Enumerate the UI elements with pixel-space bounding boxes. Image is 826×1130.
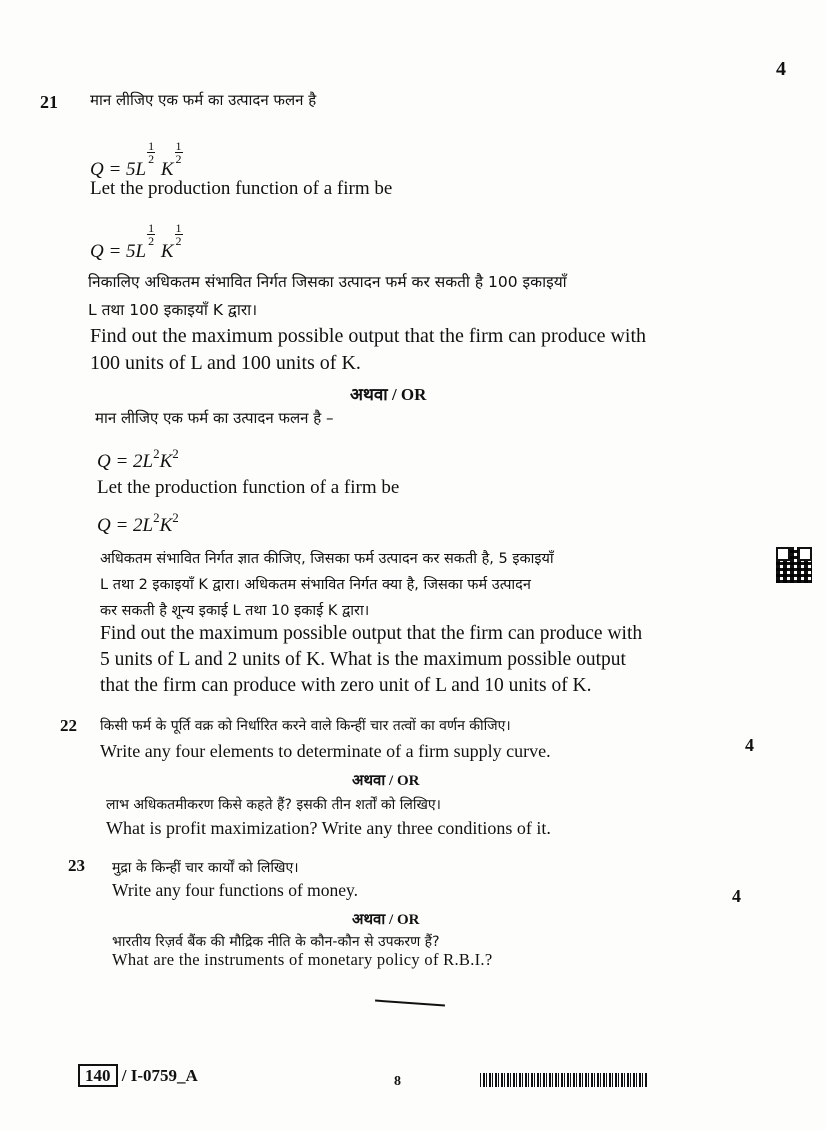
q21-hindi-task-line1: निकालिए अधिकतम संभावित निर्गत जिसका उत्पादन फर्म कर सकती है 100 इकाइयाँ [88,273,567,291]
q21-formula-2 [90,222,184,263]
frac-num: 1 [175,221,182,235]
alt-exp: 2 [153,446,160,461]
q21-alt-english-line3: that the firm can produce with zero unit of L and 10 units of K. [100,675,592,696]
q22-or-separator: अथवा / OR [352,773,420,789]
q21-alt-hindi-line1: अधिकतम संभावित निर्गत ज्ञात कीजिए, जिसका फर्म उत्पादन कर सकती है, 5 इकाइयाँ [100,551,554,567]
formula-k: K [160,241,174,262]
page-number: 8 [394,1074,401,1089]
question-22-number: 22 [60,716,77,735]
q22-hindi: किसी फर्म के पूर्ति वक्र को निर्धारित करने वाले किन्हीं चार तत्वों का वर्णन कीजिए। [100,718,511,734]
q21-alt-formula-1 [97,446,179,473]
q23-alt-hindi: भारतीय रिज़र्व बैंक की मौद्रिक नीति के कौन-कौन से उपकरण हैं? [112,934,440,950]
frac-den: 2 [175,152,182,166]
q21-alt-hindi-intro: मान लीजिए एक फर्म का उत्पादन फलन है – [95,409,334,427]
formula-lhs: Q = 5L [90,159,147,180]
q21-hindi-task-line2: L तथा 100 इकाइयाँ K द्वारा। [88,301,258,319]
q21-english-task-line1: Find out the maximum possible output that the firm can produce with [90,325,647,347]
q23-marks: 4 [732,886,741,906]
footer-code [78,1066,198,1086]
corner-page-number: 4 [776,58,786,80]
q21-alt-formula-2 [97,510,179,537]
end-of-questions-rule [375,1000,445,1007]
question-23-number: 23 [68,856,85,875]
q21-alt-hindi-line3: कर सकती है शून्य इकाई L तथा 10 इकाई K द्वारा। [100,603,370,619]
alt-exp: 2 [153,510,160,525]
q21-or-separator: अथवा / OR [350,385,427,404]
q21-alt-english-line2: 5 units of L and 2 units of K. What is the maximum possible output [100,649,626,670]
qr-code-icon [776,547,812,583]
exponent-half [175,222,183,247]
q23-alt-english: What are the instruments of monetary policy of R.B.I.? [112,950,493,969]
q23-hindi: मुद्रा के किन्हीं चार कार्यों को लिखिए। [112,860,299,876]
q22-english: Write any four elements to determinate of a firm supply curve. [100,741,551,761]
paper-code-box: 140 [78,1064,118,1087]
frac-num: 1 [175,139,182,153]
q21-english-intro: Let the production function of a firm be [90,178,393,199]
q23-or-separator: अथवा / OR [352,912,420,928]
alt-formula-b: K [159,515,173,536]
alt-formula-b: K [159,451,173,472]
q22-alt-hindi: लाभ अधिकतमीकरण किसे कहते हैं? इसकी तीन शर्तों को लिखिए। [106,797,441,813]
q21-alt-english-line1: Find out the maximum possible output that the firm can produce with [100,623,643,644]
exponent-half [175,140,183,165]
q21-alt-hindi-line2: L तथा 2 इकाइयाँ K द्वारा। अधिकतम संभावित निर्गत क्या है, जिसका फर्म उत्पादन [100,577,531,593]
q23-english: Write any four functions of money. [112,880,359,900]
exponent-half [147,222,155,247]
q21-hindi-intro: मान लीजिए एक फर्म का उत्पादन फलन है [90,91,317,109]
alt-exp: 2 [172,510,179,525]
alt-exp: 2 [172,446,179,461]
alt-formula-a: Q = 2L [97,451,154,472]
exponent-half [147,140,155,165]
q22-marks: 4 [745,735,754,755]
frac-den: 2 [175,234,182,248]
barcode-icon [480,1073,648,1087]
question-21-number: 21 [40,92,58,112]
q22-alt-english: What is profit maximization? Write any three conditions of it. [106,818,551,838]
frac-num: 1 [148,221,155,235]
formula-lhs: Q = 5L [90,241,147,262]
q21-english-task-line2: 100 units of L and 100 units of K. [90,352,361,374]
frac-den: 2 [148,152,155,166]
paper-code: / I-0759_A [121,1066,198,1085]
q21-alt-english-intro: Let the production function of a firm be [97,477,400,498]
q21-formula-1 [90,140,184,181]
frac-den: 2 [148,234,155,248]
frac-num: 1 [148,139,155,153]
alt-formula-a: Q = 2L [97,515,154,536]
formula-k: K [160,159,174,180]
